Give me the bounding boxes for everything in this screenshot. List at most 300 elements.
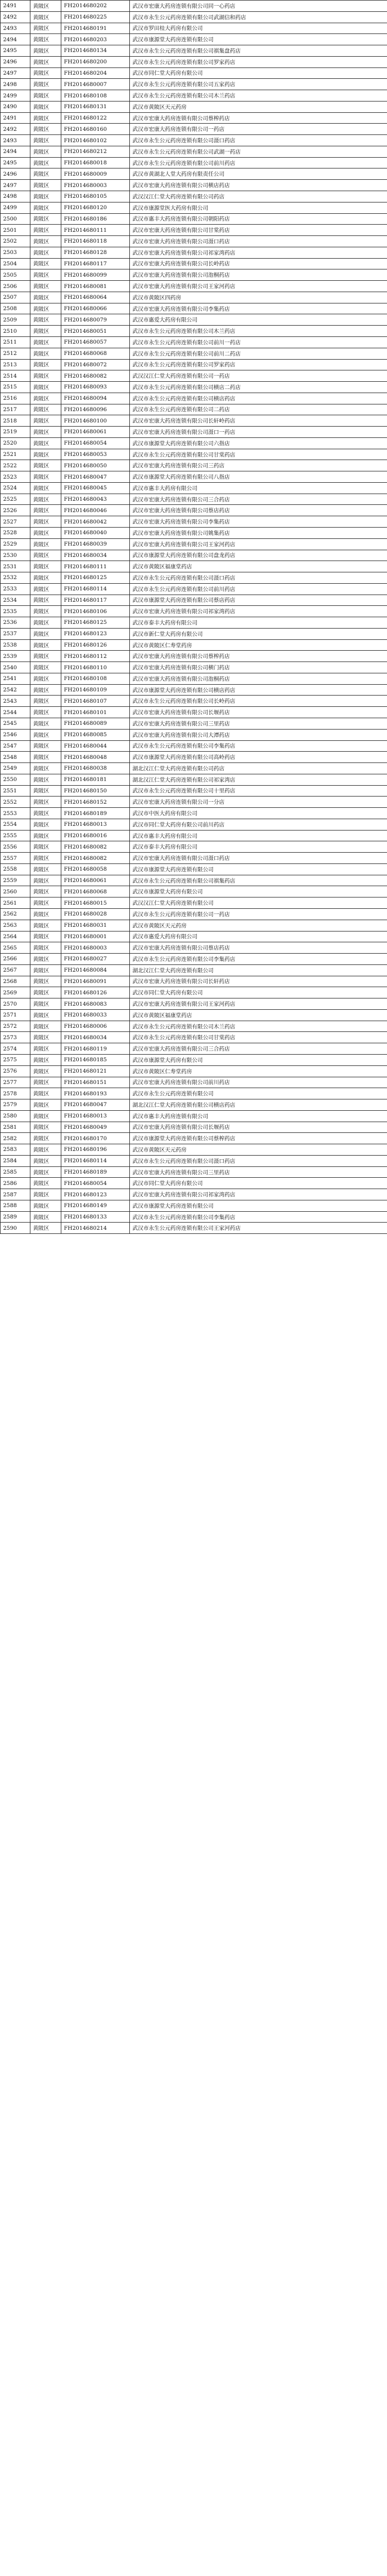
row-number-cell: 2520 [1, 437, 30, 449]
row-number-cell: 2498 [1, 79, 30, 90]
license-code-cell: FH2014680058 [61, 863, 130, 875]
table-row [1, 1009, 387, 1021]
district-cell: 黄陂区 [30, 684, 61, 696]
pharmacy-name-cell: 湖北汉江仁堂大药房连锁有限公司药店 [130, 763, 387, 774]
pharmacy-name-cell: 武汉市惠丰大药房连锁有限公司 [130, 1110, 387, 1122]
pharmacy-name-cell: 武汉市惠丰大药房连锁有限公司朝阳药店 [130, 213, 387, 225]
pharmacy-name-cell: 武汉市黄陂区福康堂药店 [130, 561, 387, 572]
district-cell: 黄陂区 [30, 1009, 61, 1021]
table-row [1, 774, 387, 785]
district-cell: 黄陂区 [30, 651, 61, 662]
license-code-cell: FH2014680003 [61, 942, 130, 954]
pharmacy-name-cell: 武汉市永生公元药房连锁有限公司甘棠药店 [130, 449, 387, 460]
license-code-cell: FH2014680013 [61, 819, 130, 830]
license-code-cell: FH2014680117 [61, 258, 130, 269]
license-code-cell: FH2014680007 [61, 79, 130, 90]
district-cell: 黄陂区 [30, 976, 61, 987]
license-code-cell: FH2014680013 [61, 1110, 130, 1122]
pharmacy-name-cell: 武汉市永生公元药房连锁有限公司一药店 [130, 909, 387, 920]
district-cell: 黄陂区 [30, 1021, 61, 1032]
table-row [1, 281, 387, 292]
license-code-cell: FH2014680047 [61, 471, 130, 483]
row-number-cell: 2577 [1, 1077, 30, 1088]
district-cell: 黄陂区 [30, 281, 61, 292]
district-cell: 黄陂区 [30, 516, 61, 528]
pharmacy-name-cell: 武汉市宏康大药房连锁有限公司三里药店 [130, 718, 387, 730]
pharmacy-name-cell: 武汉市永生公元药房连锁有限公司武湖信和药店 [130, 11, 387, 23]
table-row [1, 853, 387, 864]
pharmacy-name-cell: 武汉市永生公元药房连锁有限公司武湖一药店 [130, 146, 387, 157]
pharmacy-name-cell: 武汉市宏康大药房连锁有限公司三里药店 [130, 1166, 387, 1178]
row-number-cell: 2518 [1, 415, 30, 427]
license-code-cell: FH2014680128 [61, 247, 130, 258]
row-number-cell: 2578 [1, 1088, 30, 1099]
district-cell: 黄陂区 [30, 56, 61, 67]
pharmacy-name-cell: 武汉市宏康大药房连锁有限公司李集药店 [130, 516, 387, 528]
row-number-cell: 2504 [1, 258, 30, 269]
table-row [1, 370, 387, 382]
license-code-cell: FH2014680084 [61, 964, 130, 976]
license-code-cell: FH2014680121 [61, 1065, 130, 1077]
pharmacy-name-cell: 武汉市宏康大药房连锁有限公司李集药店 [130, 303, 387, 314]
table-row [1, 976, 387, 987]
license-code-cell: FH2014680202 [61, 1, 130, 12]
district-cell: 黄陂区 [30, 124, 61, 135]
table-row [1, 583, 387, 595]
license-code-cell: FH2014680083 [61, 998, 130, 1010]
table-row [1, 617, 387, 629]
pharmacy-name-cell: 武汉市惠丰大药房有限公司 [130, 482, 387, 494]
license-code-cell: FH2014680151 [61, 1077, 130, 1088]
row-number-cell: 2526 [1, 505, 30, 516]
row-number-cell: 2589 [1, 1211, 30, 1223]
row-number-cell: 2501 [1, 225, 30, 236]
row-number-cell: 2570 [1, 998, 30, 1010]
pharmacy-name-cell: 武汉市康源堂大药房连锁有限公司横店药店 [130, 684, 387, 696]
pharmacy-name-cell: 武汉市泰丰大药房有限公司 [130, 841, 387, 853]
table-row [1, 942, 387, 954]
pharmacy-name-cell: 武汉市永生公元药房连锁有限公司横店药店 [130, 393, 387, 404]
pharmacy-name-cell: 武汉市宏康大药房连锁有限公司一分店 [130, 796, 387, 808]
license-code-cell: FH2014680196 [61, 1144, 130, 1156]
row-number-cell: 2580 [1, 1110, 30, 1122]
pharmacy-name-cell: 武汉市同仁堂大药房有限公司 [130, 67, 387, 79]
table-row [1, 269, 387, 281]
license-code-cell: FH2014680149 [61, 1200, 130, 1211]
row-number-cell: 2574 [1, 1043, 30, 1055]
pharmacy-name-cell: 武汉市康源堂大药房有限公司 [130, 1054, 387, 1065]
district-cell: 黄陂区 [30, 628, 61, 639]
table-row [1, 382, 387, 393]
pharmacy-name-cell: 武汉市宏康大药房连锁有限公司长堰药店 [130, 1122, 387, 1133]
table-row [1, 146, 387, 157]
license-code-cell: FH2014680038 [61, 763, 130, 774]
district-cell: 黄陂区 [30, 505, 61, 516]
district-cell: 黄陂区 [30, 393, 61, 404]
district-cell: 黄陂区 [30, 639, 61, 651]
table-row [1, 1054, 387, 1065]
pharmacy-name-cell: 武汉市泰丰大药房有限公司 [130, 617, 387, 629]
row-number-cell: 2558 [1, 863, 30, 875]
table-row [1, 202, 387, 213]
row-number-cell: 2561 [1, 897, 30, 909]
table-row [1, 1077, 387, 1088]
license-code-cell: FH2014680093 [61, 382, 130, 393]
row-number-cell: 2548 [1, 752, 30, 763]
pharmacy-table [0, 0, 387, 1234]
table-row [1, 987, 387, 998]
row-number-cell: 2493 [1, 23, 30, 34]
license-code-cell: FH2014680085 [61, 729, 130, 740]
pharmacy-name-cell: 武汉市宏康大药房连锁有限公司蔡店药店 [130, 942, 387, 954]
district-cell: 黄陂区 [30, 808, 61, 819]
license-code-cell: FH2014680181 [61, 774, 130, 785]
row-number-cell: 2584 [1, 1155, 30, 1166]
row-number-cell: 2553 [1, 808, 30, 819]
district-cell: 黄陂区 [30, 1077, 61, 1088]
row-number-cell: 2534 [1, 595, 30, 606]
pharmacy-name-cell: 湖北汉江仁堂大药房连锁有限公司横店药店 [130, 1099, 387, 1111]
pharmacy-name-cell: 武汉市宏康大药房连锁有限公司横门药店 [130, 662, 387, 673]
district-cell: 黄陂区 [30, 863, 61, 875]
license-code-cell: FH2014680003 [61, 180, 130, 191]
license-code-cell: FH2014680114 [61, 1155, 130, 1166]
district-cell: 黄陂区 [30, 830, 61, 841]
row-number-cell: 2508 [1, 303, 30, 314]
pharmacy-name-cell: 武汉市永生公元药房连锁有限公司李集药店 [130, 740, 387, 752]
district-cell: 黄陂区 [30, 314, 61, 326]
pharmacy-name-cell: 武汉市永生公元药房连锁有限公司前川二药店 [130, 348, 387, 359]
row-number-cell: 2523 [1, 471, 30, 483]
row-number-cell: 2544 [1, 707, 30, 718]
pharmacy-name-cell: 武汉市宏康大药房连锁有限公司滠口药店 [130, 236, 387, 247]
district-cell: 黄陂区 [30, 875, 61, 886]
pharmacy-name-cell: 武汉市宏康大药房连锁有限公司甘棠药店 [130, 225, 387, 236]
pharmacy-name-cell: 武汉市宏康大药房连锁有限公司姚集药店 [130, 527, 387, 538]
row-number-cell: 2555 [1, 830, 30, 841]
table-row [1, 1155, 387, 1166]
license-code-cell: FH2014680050 [61, 460, 130, 471]
license-code-cell: FH2014680046 [61, 505, 130, 516]
row-number-cell: 2502 [1, 236, 30, 247]
row-number-cell: 2524 [1, 482, 30, 494]
license-code-cell: FH2014680119 [61, 1043, 130, 1055]
license-code-cell: FH2014680185 [61, 1054, 130, 1065]
table-row [1, 11, 387, 23]
license-code-cell: FH2014680068 [61, 348, 130, 359]
district-cell: 黄陂区 [30, 336, 61, 348]
row-number-cell: 2535 [1, 606, 30, 617]
table-row [1, 886, 387, 897]
license-code-cell: FH2014680099 [61, 269, 130, 281]
district-cell: 黄陂区 [30, 415, 61, 427]
table-row [1, 236, 387, 247]
license-code-cell: FH2014680203 [61, 34, 130, 45]
license-code-cell: FH2014680031 [61, 920, 130, 931]
license-code-cell: FH2014680131 [61, 101, 130, 112]
pharmacy-name-cell: 武汉市永生公元药房连锁有限公司五家药店 [130, 79, 387, 90]
row-number-cell: 2493 [1, 135, 30, 146]
row-number-cell: 2505 [1, 269, 30, 281]
table-row [1, 404, 387, 415]
district-cell: 黄陂区 [30, 168, 61, 180]
row-number-cell: 2541 [1, 673, 30, 684]
district-cell: 黄陂区 [30, 348, 61, 359]
pharmacy-name-cell: 武汉市永生公元药房连锁有限公司木兰药店 [130, 1021, 387, 1032]
district-cell: 黄陂区 [30, 101, 61, 112]
row-number-cell: 2571 [1, 1009, 30, 1021]
row-number-cell: 2496 [1, 56, 30, 67]
row-number-cell: 2557 [1, 853, 30, 864]
row-number-cell: 2511 [1, 336, 30, 348]
district-cell: 黄陂区 [30, 269, 61, 281]
license-code-cell: FH2014680110 [61, 662, 130, 673]
table-row [1, 1211, 387, 1223]
row-number-cell: 2506 [1, 281, 30, 292]
district-cell: 黄陂区 [30, 897, 61, 909]
row-number-cell: 2531 [1, 561, 30, 572]
table-row [1, 225, 387, 236]
table-row [1, 718, 387, 730]
table-row [1, 1088, 387, 1099]
district-cell: 黄陂区 [30, 729, 61, 740]
license-code-cell: FH2014680152 [61, 796, 130, 808]
license-code-cell: FH2014680039 [61, 538, 130, 550]
pharmacy-name-cell: 武汉汉江仁堂大药房连锁有限公司一药店 [130, 370, 387, 382]
license-code-cell: FH2014680064 [61, 292, 130, 303]
row-number-cell: 2572 [1, 1021, 30, 1032]
pharmacy-name-cell: 武汉市宏康大药房连锁有限公司泡桐药店 [130, 673, 387, 684]
district-cell: 黄陂区 [30, 180, 61, 191]
table-row [1, 90, 387, 101]
table-row [1, 796, 387, 808]
table-row [1, 471, 387, 483]
row-number-cell: 2497 [1, 180, 30, 191]
row-number-cell: 2567 [1, 964, 30, 976]
table-row [1, 303, 387, 314]
pharmacy-name-cell: 武汉市宏康大药房连锁有限公司三药店 [130, 460, 387, 471]
table-row [1, 23, 387, 34]
pharmacy-name-cell: 武汉市宏康大药房连锁有限公司长堰药店 [130, 707, 387, 718]
district-cell: 黄陂区 [30, 359, 61, 370]
pharmacy-name-cell: 武汉市宏康大药房连锁有限公司祁家湾药店 [130, 247, 387, 258]
district-cell: 黄陂区 [30, 258, 61, 269]
district-cell: 黄陂区 [30, 482, 61, 494]
pharmacy-name-cell: 武汉汉江仁堂大药房连锁有限公司 [130, 897, 387, 909]
district-cell: 黄陂区 [30, 538, 61, 550]
license-code-cell: FH2014680057 [61, 336, 130, 348]
license-code-cell: FH2014680118 [61, 236, 130, 247]
license-code-cell: FH2014680122 [61, 112, 130, 124]
pharmacy-name-cell: 武汉市宏康大药房连锁有限公司横店药店 [130, 180, 387, 191]
row-number-cell: 2532 [1, 572, 30, 584]
district-cell: 黄陂区 [30, 1166, 61, 1178]
license-code-cell: FH2014680150 [61, 785, 130, 796]
table-row [1, 875, 387, 886]
pharmacy-name-cell: 武汉市黄陂区天元药房 [130, 101, 387, 112]
license-code-cell: FH2014680054 [61, 1178, 130, 1189]
row-number-cell: 2495 [1, 157, 30, 168]
district-cell: 黄陂区 [30, 494, 61, 505]
row-number-cell: 2556 [1, 841, 30, 853]
table-row [1, 393, 387, 404]
table-row [1, 326, 387, 337]
license-code-cell: FH2014680068 [61, 886, 130, 897]
pharmacy-name-cell: 武汉市同仁堂大药房有限公司前川药店 [130, 819, 387, 830]
row-number-cell: 2514 [1, 370, 30, 382]
pharmacy-name-cell: 武汉市惠爱大药房有限公司 [130, 314, 387, 326]
table-row [1, 79, 387, 90]
district-cell: 黄陂区 [30, 1133, 61, 1144]
license-code-cell: FH2014680114 [61, 583, 130, 595]
table-row [1, 314, 387, 326]
pharmacy-name-cell: 武汉市宏康大药房连锁有限公司长岭药店 [130, 258, 387, 269]
table-row [1, 1189, 387, 1200]
row-number-cell: 2547 [1, 740, 30, 752]
table-row [1, 1133, 387, 1144]
pharmacy-name-cell: 武汉市永生公元药房连锁有限公司木兰药店 [130, 90, 387, 101]
pharmacy-name-cell: 武汉市永生公元药房连锁有限公司前川药店 [130, 157, 387, 168]
row-number-cell: 2507 [1, 292, 30, 303]
table-row [1, 572, 387, 584]
pharmacy-name-cell: 武汉市永生公元药房连锁有限公司前川一药店 [130, 336, 387, 348]
district-cell: 黄陂区 [30, 1065, 61, 1077]
license-code-cell: FH2014680134 [61, 45, 130, 57]
license-code-cell: FH2014680001 [61, 931, 130, 942]
license-code-cell: FH2014680048 [61, 752, 130, 763]
pharmacy-name-cell: 武汉市永生公元药房连锁有限公司木兰药店 [130, 326, 387, 337]
district-cell: 黄陂区 [30, 942, 61, 954]
pharmacy-name-cell: 湖北汉江仁堂大药房连锁有限公司 [130, 964, 387, 976]
table-row [1, 157, 387, 168]
table-row [1, 527, 387, 538]
pharmacy-name-cell: 武汉市宏康大药房连锁有限公司王家河药店 [130, 998, 387, 1010]
table-row [1, 1099, 387, 1111]
license-code-cell: FH2014680108 [61, 90, 130, 101]
table-row [1, 964, 387, 976]
district-cell: 黄陂区 [30, 987, 61, 998]
district-cell: 黄陂区 [30, 404, 61, 415]
pharmacy-name-cell: 武汉市永生公元药房连锁有限公司甘棠药店 [130, 1032, 387, 1043]
pharmacy-name-cell: 武汉市永生公元药房连锁有限公司罗家药店 [130, 56, 387, 67]
row-number-cell: 2499 [1, 202, 30, 213]
table-row [1, 427, 387, 438]
pharmacy-name-cell: 武汉市康源堂大药房连锁有限公司 [130, 34, 387, 45]
pharmacy-name-cell: 武汉市宏康大药房连锁有限公司祁家湾药店 [130, 606, 387, 617]
district-cell: 黄陂区 [30, 292, 61, 303]
row-number-cell: 2492 [1, 124, 30, 135]
district-cell: 黄陂区 [30, 471, 61, 483]
row-number-cell: 2569 [1, 987, 30, 998]
district-cell: 黄陂区 [30, 954, 61, 965]
row-number-cell: 2515 [1, 382, 30, 393]
row-number-cell: 2543 [1, 696, 30, 707]
district-cell: 黄陂区 [30, 460, 61, 471]
district-cell: 黄陂区 [30, 146, 61, 157]
license-code-cell: FH2014680045 [61, 482, 130, 494]
table-row [1, 168, 387, 180]
license-code-cell: FH2014680044 [61, 740, 130, 752]
license-code-cell: FH2014680096 [61, 404, 130, 415]
pharmacy-name-cell: 武汉市黄陂区天元药房 [130, 920, 387, 931]
district-cell: 黄陂区 [30, 617, 61, 629]
pharmacy-name-cell: 武汉市同仁堂大药房有限公司 [130, 1178, 387, 1189]
pharmacy-name-cell: 武汉市永生公元药房连锁有限公司长岭药店 [130, 696, 387, 707]
district-cell: 黄陂区 [30, 1122, 61, 1133]
pharmacy-name-cell: 武汉市康源堂大药房连锁有限公司八指店 [130, 471, 387, 483]
district-cell: 黄陂区 [30, 718, 61, 730]
pharmacy-name-cell: 武汉市康源堂大药房有限公司 [130, 886, 387, 897]
license-code-cell: FH2014680111 [61, 561, 130, 572]
row-number-cell: 2513 [1, 359, 30, 370]
table-row [1, 112, 387, 124]
district-cell: 黄陂区 [30, 67, 61, 79]
row-number-cell: 2492 [1, 11, 30, 23]
table-row [1, 729, 387, 740]
district-cell: 黄陂区 [30, 998, 61, 1010]
district-cell: 黄陂区 [30, 202, 61, 213]
pharmacy-name-cell: 武汉市黄陂区仁寿堂药房 [130, 639, 387, 651]
license-code-cell: FH2014680040 [61, 527, 130, 538]
row-number-cell: 2579 [1, 1099, 30, 1111]
license-code-cell: FH2014680066 [61, 303, 130, 314]
row-number-cell: 2586 [1, 1178, 30, 1189]
district-cell: 黄陂区 [30, 796, 61, 808]
row-number-cell: 2512 [1, 348, 30, 359]
district-cell: 黄陂区 [30, 886, 61, 897]
license-code-cell: FH2014680109 [61, 684, 130, 696]
district-cell: 黄陂区 [30, 1223, 61, 1234]
license-code-cell: FH2014680061 [61, 875, 130, 886]
license-code-cell: FH2014680117 [61, 595, 130, 606]
district-cell: 黄陂区 [30, 920, 61, 931]
license-code-cell: FH2014680225 [61, 11, 130, 23]
district-cell: 黄陂区 [30, 112, 61, 124]
pharmacy-name-cell: 武汉市康源堂大药房连锁有限公司六指店 [130, 437, 387, 449]
pharmacy-name-cell: 武汉市永生公元药房连锁有限公司罗家药店 [130, 359, 387, 370]
district-cell: 黄陂区 [30, 1189, 61, 1200]
district-cell: 黄陂区 [30, 1, 61, 12]
pharmacy-name-cell: 武汉市宏康大药房连锁有限公司滠口药店 [130, 853, 387, 864]
pharmacy-name-cell: 武汉市宏康大药房连锁有限公司三合药店 [130, 1043, 387, 1055]
table-row [1, 673, 387, 684]
district-cell: 黄陂区 [30, 1054, 61, 1065]
pharmacy-name-cell: 湖北汉江仁堂大药房连锁有限公司祁家湾店 [130, 774, 387, 785]
pharmacy-name-cell: 武汉市宏康大药房连锁有限公司蔡榨药店 [130, 112, 387, 124]
table-row [1, 1200, 387, 1211]
district-cell: 黄陂区 [30, 527, 61, 538]
table-row [1, 752, 387, 763]
table-row [1, 1, 387, 12]
table-row [1, 1021, 387, 1032]
row-number-cell: 2568 [1, 976, 30, 987]
pharmacy-name-cell: 武汉市永生公元药房连锁有限公司十里药店 [130, 785, 387, 796]
row-number-cell: 2563 [1, 920, 30, 931]
table-row [1, 538, 387, 550]
district-cell: 黄陂区 [30, 785, 61, 796]
license-code-cell: FH2014680125 [61, 617, 130, 629]
table-row [1, 258, 387, 269]
pharmacy-name-cell: 武汉市宏康大药房连锁有限公司泡桐药店 [130, 269, 387, 281]
license-code-cell: FH2014680043 [61, 494, 130, 505]
district-cell: 黄陂区 [30, 561, 61, 572]
license-code-cell: FH2014680079 [61, 314, 130, 326]
table-row [1, 595, 387, 606]
table-row [1, 662, 387, 673]
district-cell: 黄陂区 [30, 1088, 61, 1099]
district-cell: 黄陂区 [30, 157, 61, 168]
row-number-cell: 2494 [1, 146, 30, 157]
